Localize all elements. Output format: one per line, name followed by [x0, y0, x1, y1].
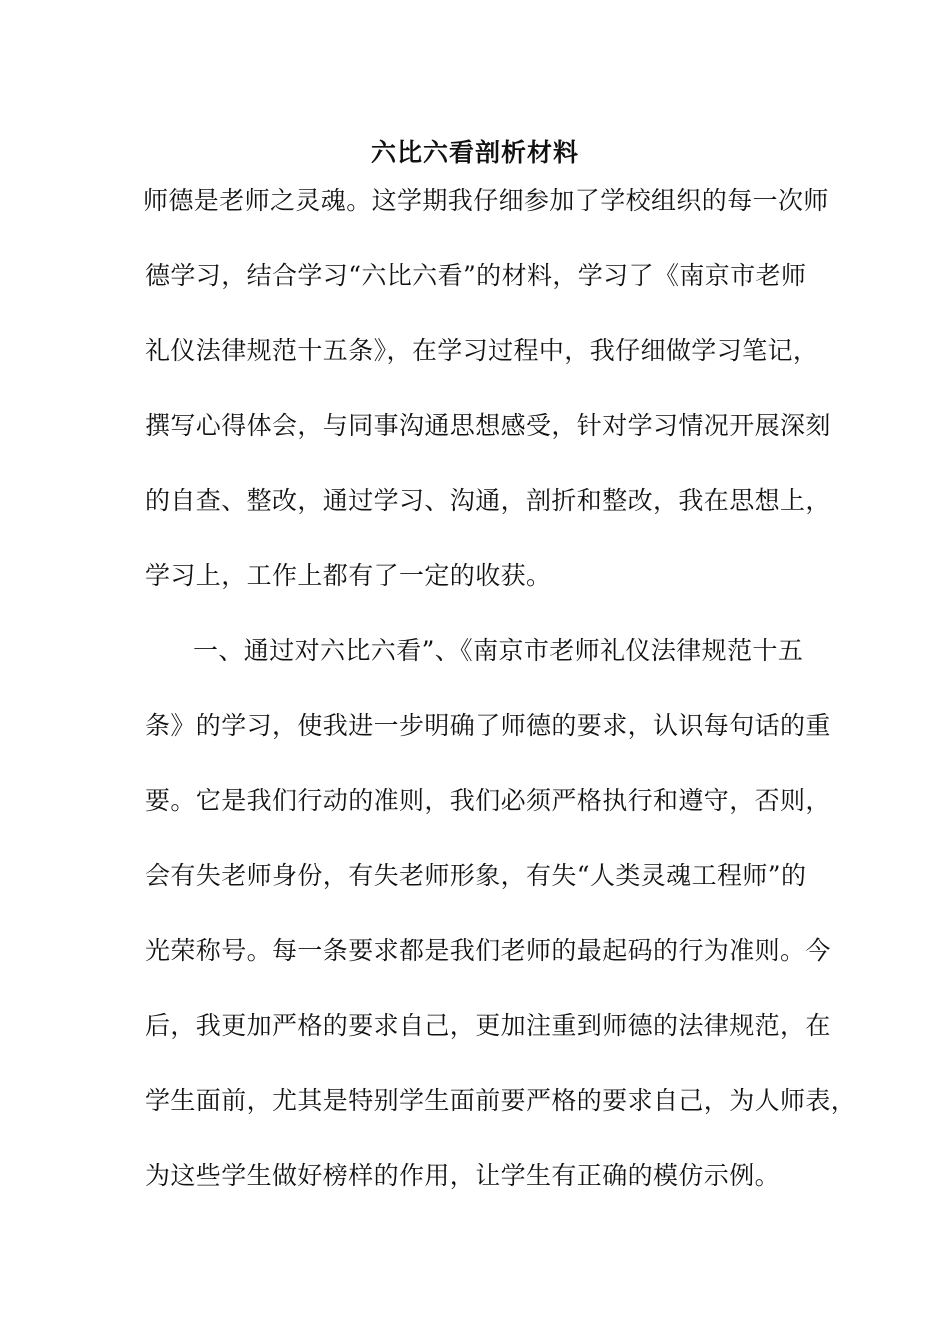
text-line: 德学习，结合学习“六比六看”的材料，学习了《南京市老师 [145, 261, 807, 290]
text-line: 学生面前，尤其是特别学生面前要严格的要求自己，为人师表， [145, 1086, 857, 1115]
text-line: 礼仪法律规范十五条》，在学习过程中，我仔细做学习笔记， [145, 336, 819, 365]
text-line: 光荣称号。每一条要求都是我们老师的最起码的行为准则。今 [145, 936, 831, 965]
text-line: 的自查、整改，通过学习、沟通，剖折和整改，我在思想上， [145, 486, 831, 515]
text-line: 要。它是我们行动的准则，我们必须严格执行和遵守，否则， [145, 786, 831, 815]
text-line: 为这些学生做好榜样的作用，让学生有正确的模仿示例。 [145, 1161, 781, 1190]
document-title: 六比六看剖析材料 [370, 138, 579, 167]
text-line: 撰写心得体会，与同事沟通思想感受，针对学习情况开展深刻 [145, 411, 831, 440]
text-line: 后，我更加严格的要求自己，更加注重到师德的法律规范，在 [145, 1011, 831, 1040]
text-line: 条》的学习，使我进一步明确了师德的要求，认识每句话的重 [145, 711, 831, 740]
text-line: 师德是老师之灵魂。这学期我仔细参加了学校组织的每一次师 [143, 186, 829, 215]
paragraph-first-line: 一、通过对六比六看”、《南京市老师礼仪法律规范十五 [193, 636, 804, 665]
text-line: 会有失老师身份，有失老师形象，有失“人类灵魂工程师”的 [145, 861, 807, 890]
text-line: 学习上，工作上都有了一定的收获。 [145, 561, 552, 590]
